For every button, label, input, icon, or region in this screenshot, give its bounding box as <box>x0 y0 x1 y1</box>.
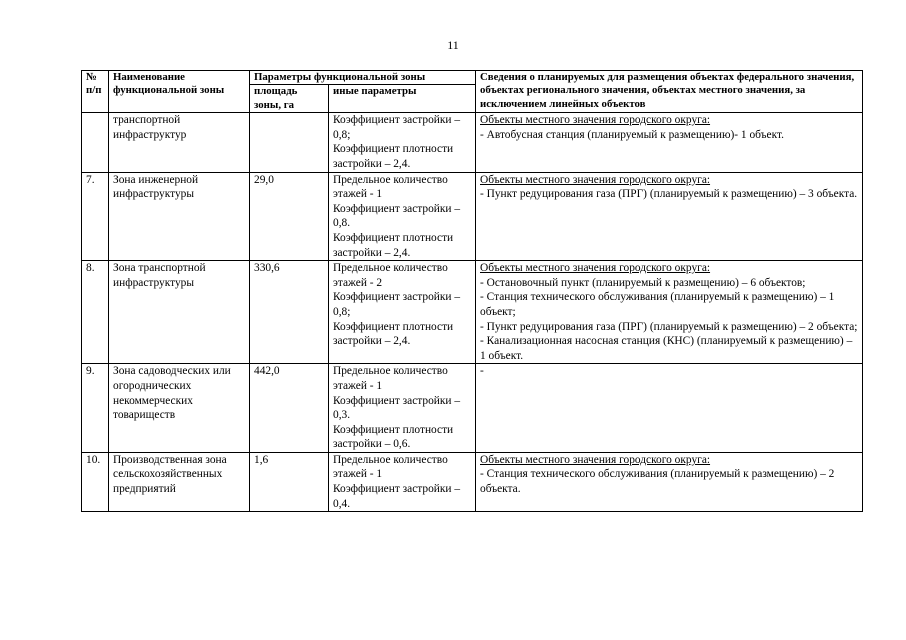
table-row <box>82 172 863 261</box>
object-item: - <box>480 365 484 378</box>
table-header-row <box>82 71 863 85</box>
table-row <box>82 452 863 511</box>
cell-params <box>329 452 476 511</box>
cell-planned-objects <box>476 261 863 364</box>
objects-title: Объекты местного значения городского округа: <box>480 114 711 127</box>
cell-planned-objects <box>476 172 863 261</box>
cell-zone-name: транспортной инфраструктур <box>109 113 250 172</box>
cell-params <box>329 113 476 172</box>
cell-num <box>82 113 109 172</box>
object-item: - Станция технического обслуживания (планируемый к размещению) – 1 объект; <box>480 291 835 318</box>
cell-num: 8. <box>82 261 109 364</box>
table-row <box>82 364 863 453</box>
object-item: - Канализационная насосная станция (КНС) (планируемый к размещению) – 1 объект. <box>480 335 853 362</box>
cell-params <box>329 172 476 261</box>
page-number: 11 <box>447 38 459 52</box>
param-line: Предельное количество этажей - 1 <box>333 173 448 201</box>
param-line: Коэффициент застройки – 0,8; <box>333 114 461 141</box>
param-line: Коэффициент плотности застройки – 0,6. <box>333 423 454 451</box>
cell-params <box>329 261 476 364</box>
table-row <box>82 261 863 364</box>
header-zone-params: Параметры функциональной зоны <box>250 71 476 85</box>
cell-area: 330,6 <box>250 261 329 364</box>
param-line: Коэффициент плотности застройки – 2,4. <box>333 143 454 170</box>
object-item: - Пункт редуцирования газа (ПРГ) (планируемый к размещению) – 3 объекта. <box>480 188 858 201</box>
cell-area: 1,6 <box>250 452 329 511</box>
object-item: - Остановочный пункт (планируемый к размещению) – 6 объектов; <box>480 276 806 289</box>
header-zone-name: Наименование функциональной зоны <box>109 71 250 113</box>
cell-area: 442,0 <box>250 364 329 453</box>
param-line: Предельное количество этажей - 2 <box>333 262 448 289</box>
header-planned-objects: Сведения о планируемых для размещения объектах федерального значения, объектах регионального значения, объектах местного значения, за исключением линейных объектов <box>476 71 863 113</box>
objects-title: Объекты местного значения городского округа: <box>480 262 711 275</box>
param-line: Коэффициент застройки – 0,4. <box>333 483 461 510</box>
cell-planned-objects <box>476 113 863 172</box>
header-num: № п/п <box>82 71 109 113</box>
cell-planned-objects <box>476 452 863 511</box>
header-other-params: иные параметры <box>329 85 476 113</box>
functional-zones-table <box>81 70 863 512</box>
object-item: - Пункт редуцирования газа (ПРГ) (планируемый к размещению) – 2 объекта; <box>480 320 858 333</box>
header-area: площадь зоны, га <box>250 85 329 113</box>
cell-params <box>329 364 476 453</box>
param-line: Коэффициент застройки – 0,8. <box>333 202 461 230</box>
cell-planned-objects <box>476 364 863 453</box>
cell-num: 10. <box>82 452 109 511</box>
cell-zone-name: Зона садоводческих или огороднических некоммерческих товариществ <box>109 364 250 453</box>
cell-area: 29,0 <box>250 172 329 261</box>
cell-zone-name: Зона инженерной инфраструктуры <box>109 172 250 261</box>
param-line: Коэффициент плотности застройки – 2,4. <box>333 231 454 259</box>
table-row <box>82 113 863 172</box>
param-line: Предельное количество этажей - 1 <box>333 453 448 481</box>
cell-zone-name: Зона транспортной инфраструктуры <box>109 261 250 364</box>
param-line: Коэффициент плотности застройки – 2,4. <box>333 320 454 348</box>
param-line: Коэффициент застройки – 0,8; <box>333 291 461 318</box>
param-line: Предельное количество этажей - 1 <box>333 365 448 392</box>
cell-zone-name: Производственная зона сельскохозяйственных предприятий <box>109 452 250 511</box>
cell-num: 7. <box>82 172 109 261</box>
objects-title: Объекты местного значения городского округа: <box>480 173 711 186</box>
object-item: - Станция технического обслуживания (планируемый к размещению) – 2 объекта. <box>480 468 835 496</box>
object-item: - Автобусная станция (планируемый к размещению)- 1 объект. <box>480 128 784 141</box>
cell-num: 9. <box>82 364 109 453</box>
cell-area <box>250 113 329 172</box>
param-line: Коэффициент застройки – 0,3. <box>333 394 461 422</box>
objects-title: Объекты местного значения городского округа: <box>480 453 711 466</box>
